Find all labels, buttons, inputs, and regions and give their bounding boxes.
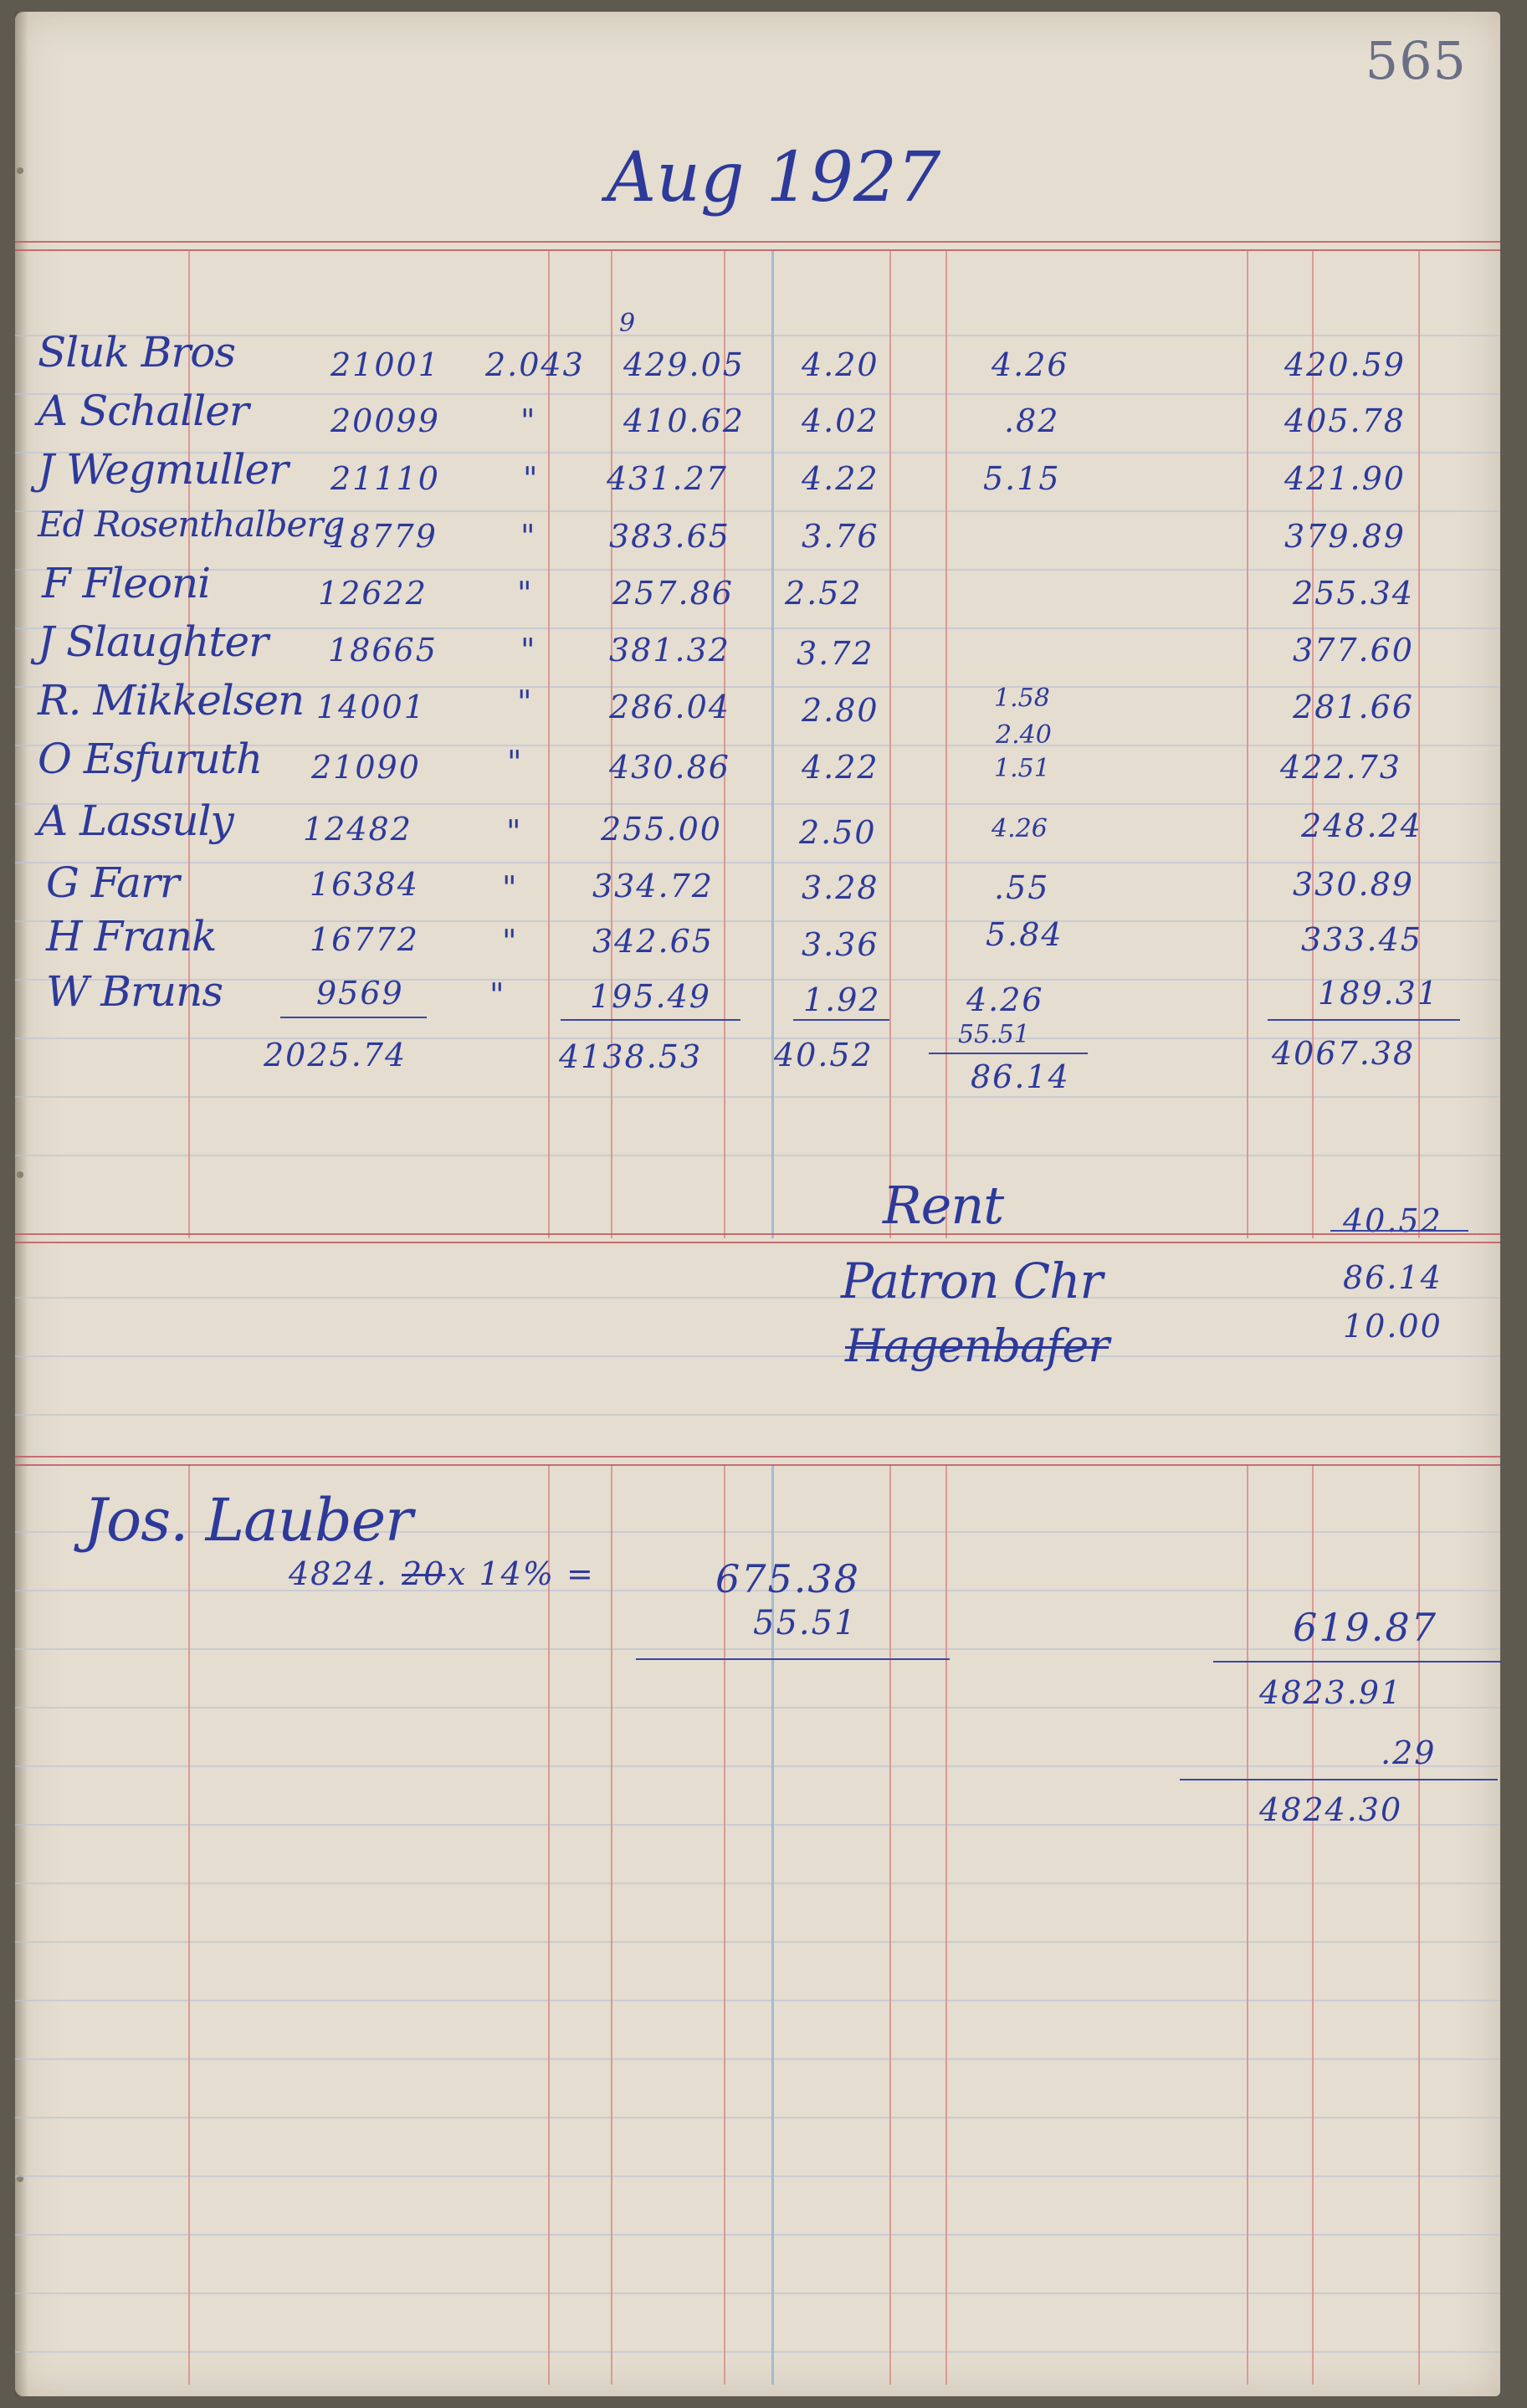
row-net: 248.24	[1301, 807, 1422, 844]
column-rule-blue	[771, 251, 774, 1238]
row-name: A Lassuly	[38, 797, 233, 845]
row-name: O Esfuruth	[38, 735, 263, 783]
total-underline	[280, 1017, 427, 1018]
column-rule	[1247, 251, 1248, 1238]
row-name: G Farr	[46, 858, 179, 907]
row-net: 281.66	[1293, 689, 1414, 725]
ruled-line	[15, 335, 1500, 336]
row-gross: 195.49	[590, 978, 711, 1015]
row-name: A Schaller	[38, 387, 249, 435]
column-rule	[945, 1464, 947, 2385]
column-rule	[1418, 1464, 1420, 2385]
column-rule	[1418, 251, 1420, 1238]
ruled-line	[15, 1297, 1500, 1299]
row-name: R. Mikkelsen	[38, 676, 305, 725]
ruled-line	[15, 1883, 1500, 1884]
ruled-line	[15, 2351, 1500, 2353]
row-amount: 9569	[316, 975, 404, 1012]
row-amount: 21090	[311, 749, 421, 786]
row-amount: 16772	[310, 921, 419, 958]
row-amount: 21001	[331, 346, 440, 383]
column-rule	[548, 1464, 550, 2385]
lauber-sum-total: 4824.30	[1259, 1791, 1403, 1828]
row-rate: "	[502, 923, 519, 960]
row-net: 377.60	[1293, 632, 1414, 669]
lauber-calc-struck: 20	[402, 1555, 446, 1592]
lauber-net-underline	[1213, 1661, 1502, 1663]
row-pct: 4.02	[802, 402, 879, 439]
ruled-line	[15, 1355, 1500, 1357]
column-rule	[945, 251, 947, 1238]
column-rule	[1247, 1464, 1248, 2385]
page-number: 565	[1365, 30, 1467, 91]
row-rate: "	[507, 744, 524, 781]
column-rule	[889, 1464, 891, 2385]
row-net: 405.78	[1284, 402, 1406, 439]
extra-deduction: 2.40	[996, 720, 1052, 750]
ruled-line	[15, 1648, 1500, 1650]
row-name: W Bruns	[46, 967, 223, 1016]
row-rate: "	[517, 684, 534, 720]
binding-hole	[17, 1171, 23, 1178]
row-amount: 12622	[318, 575, 428, 612]
lauber-sum-a: 4823.91	[1259, 1674, 1403, 1711]
row-name: H Frank	[46, 912, 217, 961]
row-deduction: 4.26	[992, 346, 1069, 383]
lauber-calc-base: 4824.	[289, 1555, 388, 1592]
row-pct: 2.80	[802, 692, 879, 729]
column-rule	[724, 251, 725, 1238]
ruled-line	[15, 2234, 1500, 2236]
row-rate: "	[520, 632, 537, 669]
row-deduction: 5.84	[986, 916, 1063, 953]
row-name: Sluk Bros	[38, 328, 236, 377]
row-pct: 4.22	[802, 749, 879, 786]
summary-label-rent: Rent	[883, 1175, 1004, 1236]
row-pct: 3.28	[802, 869, 879, 906]
column-rule	[1312, 1464, 1314, 2385]
row-rate: "	[520, 402, 537, 439]
row-pct: 2.52	[785, 575, 863, 612]
row-pct: 3.76	[802, 518, 879, 555]
row-net: 189.31	[1318, 975, 1439, 1012]
summary-underline	[1330, 1230, 1468, 1232]
ruled-line	[15, 569, 1500, 571]
row-gross: 431.27	[607, 460, 728, 497]
row-rate: "	[517, 575, 534, 612]
section-double-rule	[15, 1233, 1500, 1243]
ruled-line	[15, 1096, 1500, 1098]
row-pct: 4.22	[802, 460, 879, 497]
row-pct: 1.92	[803, 981, 881, 1018]
row-gross: 410.62	[623, 402, 745, 439]
lauber-result: 675.38	[715, 1556, 860, 1601]
row-gross: 286.04	[609, 689, 730, 725]
total-underline	[793, 1019, 889, 1021]
row-gross: 257.86	[612, 575, 734, 612]
summary-value-patron: 86.14	[1343, 1259, 1442, 1296]
ruled-line	[15, 1155, 1500, 1156]
summary-label-patron: Patron Chr	[841, 1253, 1103, 1309]
row-name: Ed Rosenthalberg	[38, 504, 345, 545]
row-pct: 3.72	[797, 635, 874, 672]
row-pct: 4.20	[802, 346, 879, 383]
ruled-line	[15, 1941, 1500, 1943]
row-deduction: 5.15	[983, 460, 1061, 497]
lauber-name: Jos. Lauber	[84, 1486, 412, 1555]
row-name: J Wegmuller	[38, 445, 288, 494]
lauber-minus: 55.51	[753, 1604, 858, 1642]
lauber-net: 619.87	[1293, 1605, 1437, 1650]
ruled-line	[15, 2000, 1500, 2001]
total-pct: 40.52	[774, 1037, 874, 1073]
gross-correction: 9	[619, 309, 636, 338]
row-gross: 255.00	[601, 811, 722, 848]
row-net: 333.45	[1301, 921, 1422, 958]
row-amount: 16384	[310, 866, 419, 903]
row-rate: "	[489, 976, 506, 1013]
row-net: 422.73	[1280, 749, 1401, 786]
binding-hole	[17, 167, 23, 174]
row-amount: 20099	[331, 402, 440, 439]
summary-value-struck: 10.00	[1343, 1308, 1442, 1345]
row-rate: "	[506, 813, 523, 850]
row-rate: "	[523, 460, 540, 497]
ruled-line	[15, 1414, 1500, 1416]
ruled-line	[15, 979, 1500, 981]
row-pct: 2.50	[799, 814, 877, 851]
row-rate: "	[520, 518, 537, 555]
row-amount: 12482	[303, 811, 412, 848]
lauber-calc-rest: x 14% =	[448, 1555, 595, 1592]
row-net: 379.89	[1284, 518, 1406, 555]
row-rate: "	[502, 869, 519, 906]
row-deduction: .82	[1004, 402, 1060, 439]
total-underline	[929, 1053, 1088, 1054]
ruled-line	[15, 2175, 1500, 2177]
row-amount: 18779	[328, 518, 438, 555]
ruled-line	[15, 862, 1500, 863]
row-gross: 334.72	[592, 868, 714, 904]
binding-shadow	[15, 12, 28, 2396]
column-rule	[611, 251, 612, 1238]
row-gross: 429.05	[623, 346, 745, 383]
deduction-subtotal: 55.51	[958, 1020, 1030, 1049]
row-amount: 18665	[328, 632, 438, 669]
ruled-line	[15, 920, 1500, 922]
total-net: 4067.38	[1272, 1035, 1416, 1072]
row-amount: 21110	[331, 460, 440, 497]
row-gross: 430.86	[609, 749, 730, 786]
row-name: F Fleoni	[42, 559, 211, 607]
column-rule	[611, 1464, 612, 2385]
row-deduction: 4.26	[966, 981, 1044, 1018]
row-pct: 3.36	[802, 926, 879, 963]
ruled-line	[15, 2058, 1500, 2060]
row-net: 330.89	[1293, 866, 1414, 903]
header-double-rule	[15, 241, 1500, 251]
row-rate: 2.043	[485, 346, 585, 383]
row-deduction: 4.26	[992, 814, 1048, 843]
total-underline	[561, 1019, 740, 1021]
row-name: J Slaughter	[38, 617, 268, 666]
summary-value-rent: 40.52	[1343, 1202, 1442, 1239]
row-gross: 342.65	[592, 923, 714, 960]
total-deduction: 86.14	[971, 1058, 1070, 1095]
row-deduction: 1.51	[994, 754, 1050, 783]
lauber-sum-b: .29	[1381, 1734, 1437, 1771]
month-heading: Aug 1927	[607, 138, 941, 218]
lauber-underline	[636, 1658, 950, 1660]
column-rule	[724, 1464, 725, 2385]
column-rule	[188, 1464, 190, 2385]
ledger-paper	[15, 12, 1500, 2396]
ruled-line	[15, 1765, 1500, 1767]
row-deduction: .55	[994, 869, 1050, 906]
ruled-line	[15, 803, 1500, 805]
section-double-rule	[15, 1456, 1500, 1466]
column-rule-blue	[771, 1464, 774, 2385]
column-rule	[1312, 251, 1314, 1238]
ruled-line	[15, 2293, 1500, 2294]
row-net: 255.34	[1293, 575, 1414, 612]
column-rule	[889, 251, 891, 1238]
row-deduction: 1.58	[994, 684, 1050, 713]
row-amount: 14001	[316, 689, 426, 725]
row-gross: 381.32	[609, 632, 730, 669]
total-gross: 4138.53	[559, 1038, 703, 1075]
summary-label-struck: Hagenbafer	[845, 1319, 1109, 1372]
lauber-sum-underline	[1180, 1779, 1498, 1780]
row-net: 421.90	[1284, 460, 1406, 497]
ruled-line	[15, 2117, 1500, 2119]
total-underline	[1268, 1019, 1460, 1021]
row-net: 420.59	[1284, 346, 1406, 383]
total-amount: 2025.74	[264, 1037, 407, 1073]
column-rule	[548, 251, 550, 1238]
row-gross: 383.65	[609, 518, 730, 555]
